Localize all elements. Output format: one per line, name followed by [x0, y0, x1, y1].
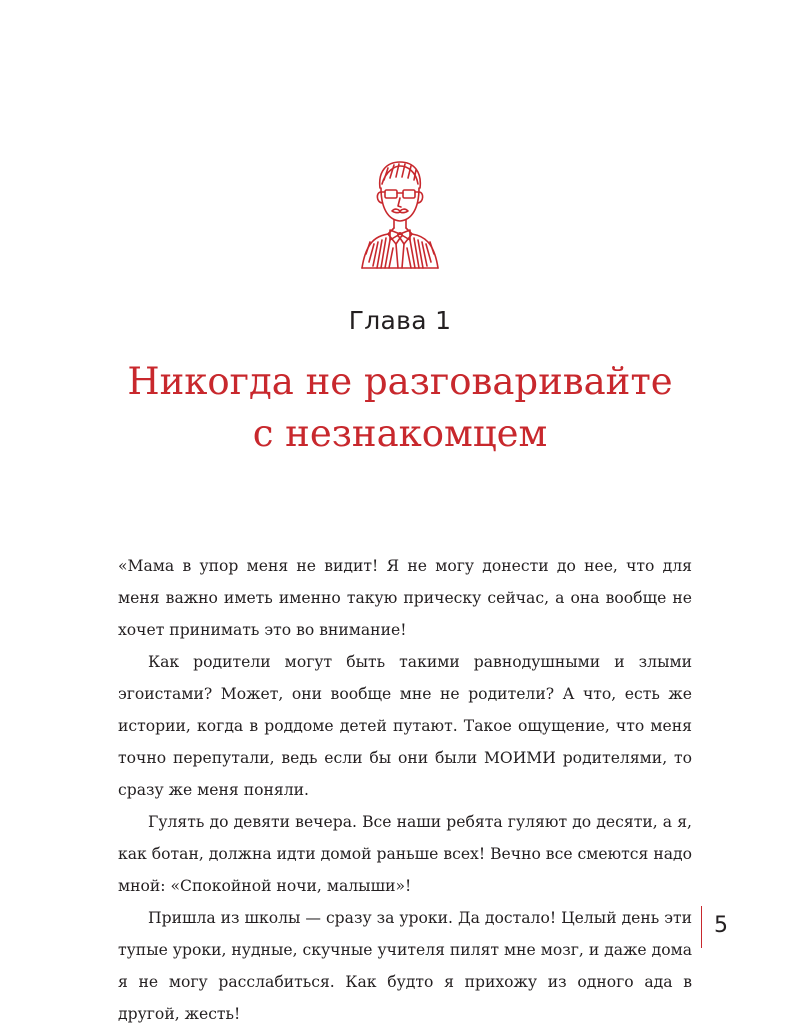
- page-number-divider: [701, 906, 702, 948]
- body-text: [118, 550, 692, 1030]
- paragraph-4: Пришла из школы — сразу за уроки. Да достало! Целый день эти тупые уроки, нудные, скучные учителя пилят мне мозг, и даже дома я не могу расслабиться. Как будто я прихожу из одного ада в другой, жесть!: [118, 909, 693, 1023]
- paragraph-1: «Мама в упор меня не видит! Я не могу донести до нее, что для меня важно иметь именно такую прическу сейчас, а она вообще не хочет принимать это во внимание!: [118, 557, 692, 639]
- chapter-title-line-2: с незнакомцем: [252, 412, 548, 455]
- chapter-title: [0, 356, 800, 460]
- chapter-title-line-1: Никогда не разговаривайте: [127, 360, 673, 403]
- paragraph-3: Гулять до девяти вечера. Все наши ребята гуляют до десяти, а я, как ботан, должна идти домой раньше всех! Вечно все смеются надо мной: «Спокойной ночи, малыши»!: [118, 813, 693, 895]
- chapter-label: Глава 1: [348, 306, 452, 335]
- paragraph-2: Как родители могут быть такими равнодушными и злыми эгоистами? Может, они вообще мне не родители? А что, есть же истории, когда в роддоме детей путают. Такое ощущение, что меня точно перепутали, ведь если бы они были МОИМИ родителями, то сразу же меня поняли.: [118, 653, 692, 799]
- man-with-glasses-illustration: [356, 158, 444, 272]
- page-number: 5: [714, 913, 728, 938]
